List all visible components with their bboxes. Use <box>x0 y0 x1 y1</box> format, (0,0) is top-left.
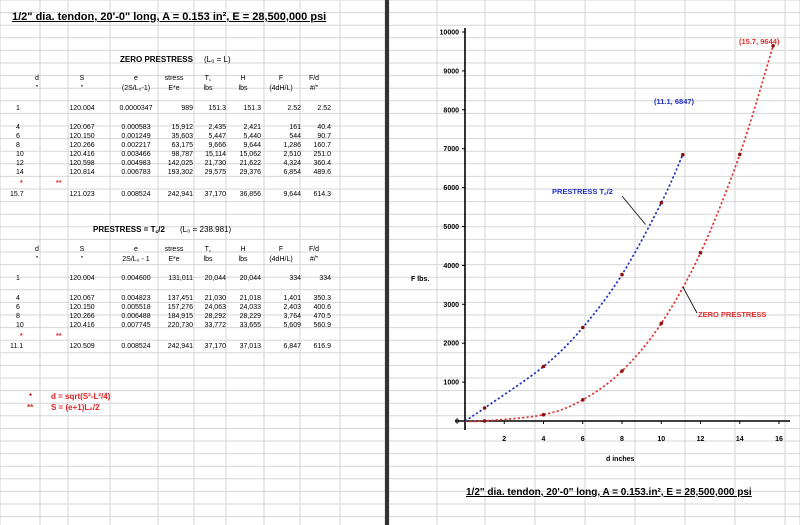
table-cell: 120.416 <box>69 151 95 158</box>
prestress-label: PRESTRESS T꜀/2 <box>552 187 613 196</box>
data-point <box>660 322 664 326</box>
data-point <box>483 406 487 410</box>
table-cell: 160.7 <box>313 142 331 149</box>
table-cell: 120.266 <box>69 313 95 320</box>
table-cell: 21,030 <box>204 295 226 302</box>
column-header: S <box>79 75 85 82</box>
table-cell: 120.416 <box>69 322 95 329</box>
table-cell: 1,401 <box>283 295 301 302</box>
table-cell: 560.9 <box>313 322 331 329</box>
column-header-unit: E*e <box>168 256 180 263</box>
column-header: e <box>134 75 138 82</box>
table-final-cell: 242,941 <box>167 343 193 350</box>
column-header: T꜀ <box>204 246 212 253</box>
force-deflection-chart <box>440 28 790 443</box>
data-point <box>581 326 585 330</box>
table-cell: 220,730 <box>167 322 193 329</box>
note-formula-1: d = sqrt(S²-L²/4) <box>51 392 111 401</box>
y-tick-label: 2000 <box>443 340 459 348</box>
table-cell: 120.598 <box>69 160 95 167</box>
y-tick-label: 9000 <box>443 68 459 76</box>
data-point <box>581 398 585 402</box>
table-cell: 20,044 <box>204 275 226 282</box>
column-header: F <box>278 246 284 253</box>
table-final-cell: 37,170 <box>204 191 226 198</box>
note-mark-2: ** <box>27 403 34 412</box>
x-tick-label: 14 <box>735 436 744 443</box>
table-cell: 334 <box>319 275 331 282</box>
table-final-cell: 616.9 <box>313 343 331 350</box>
column-header-unit: lbs <box>238 256 248 263</box>
prestress-endpoint-annotation: (11.1, 6847) <box>654 97 695 106</box>
table-cell: 2,403 <box>283 304 301 311</box>
table-cell: 334 <box>289 275 301 282</box>
y-tick-label: 10000 <box>439 29 459 37</box>
data-point <box>620 369 624 373</box>
table-cell: 400.6 <box>313 304 331 311</box>
table-cell: 989 <box>181 105 193 112</box>
column-header: d <box>35 75 39 82</box>
table-final-cell: 37,013 <box>239 343 261 350</box>
column-header-unit: #/" <box>309 256 319 263</box>
table-cell: 151.3 <box>243 105 261 112</box>
y-tick-label: 3000 <box>443 301 459 309</box>
table-cell: 360.4 <box>313 160 331 167</box>
column-header-unit: E*e <box>168 85 180 92</box>
table-final-cell: 121.023 <box>69 191 95 198</box>
prestress-heading: PRESTRESS = T꜀/2 <box>93 225 165 234</box>
table-final-cell: 11.1 <box>10 343 24 350</box>
column-header: F/d <box>308 246 320 253</box>
table-cell: 120.266 <box>69 142 95 149</box>
table-cell: 4 <box>16 124 20 131</box>
table-cell: 157,276 <box>167 304 193 311</box>
y-tick-label: 8000 <box>443 107 459 115</box>
y-tick-label: 1000 <box>443 379 459 387</box>
table-cell: 28,229 <box>239 313 261 320</box>
column-header-unit: " <box>35 256 39 263</box>
table-cell: 5,609 <box>283 322 301 329</box>
table-cell: 131,011 <box>168 275 193 282</box>
table-cell: 29,575 <box>204 169 226 176</box>
column-header: d <box>35 246 39 253</box>
table-cell: 0.000583 <box>121 124 151 131</box>
table-cell: 4,324 <box>283 160 301 167</box>
column-header: e <box>134 246 138 253</box>
table-cell: 33,655 <box>239 322 261 329</box>
table-final-cell: 120.509 <box>69 343 95 350</box>
table-cell: 0.005518 <box>121 304 151 311</box>
chart-footer-title: 1/2" dia. tendon, 20'-0" long, A = 0.153.in², E = 28,500,000 psi <box>466 487 752 498</box>
x-tick-label: 10 <box>657 436 666 443</box>
table-cell: 15,062 <box>239 151 261 158</box>
table-cell: 21,730 <box>204 160 226 167</box>
table-cell: 0.0000347 <box>119 105 153 112</box>
column-header-unit: " <box>35 85 39 92</box>
zero-prestress-label: ZERO PRESTRESS <box>698 310 767 319</box>
table-cell: 470.5 <box>313 313 331 320</box>
x-tick-label: 6 <box>580 436 585 443</box>
table-cell: 28,292 <box>204 313 226 320</box>
y-axis-label: F lbs. <box>411 276 430 283</box>
table-cell: 0.004600 <box>121 275 151 282</box>
column-header-unit: lbs <box>238 85 248 92</box>
data-point <box>542 365 546 369</box>
table-cell: 21,018 <box>239 295 261 302</box>
x-tick-label: 4 <box>541 436 546 443</box>
table-final-cell: 36,856 <box>239 191 261 198</box>
table-final-cell: 0.008524 <box>121 191 151 198</box>
table-final-cell: 614.3 <box>313 191 331 198</box>
table-cell: 161 <box>289 124 301 131</box>
y-tick-label: 5000 <box>443 224 459 231</box>
x-axis-label: d inches <box>606 456 635 463</box>
table-cell: 0.006488 <box>121 313 151 320</box>
column-header-unit: (2S/L₀-1) <box>121 85 151 92</box>
data-point <box>542 413 546 417</box>
footnote-mark: * <box>20 180 23 187</box>
table-cell: 2,510 <box>283 151 301 158</box>
table-cell: 10 <box>16 322 24 329</box>
column-header: H <box>240 75 246 82</box>
table-cell: 184,915 <box>167 313 193 320</box>
table-cell: 1 <box>16 105 20 112</box>
table-cell: 120.150 <box>69 133 95 140</box>
data-point <box>738 153 742 157</box>
column-header-unit: #/" <box>309 85 319 92</box>
table-cell: 21,622 <box>239 160 261 167</box>
table-cell: 0.006783 <box>121 169 151 176</box>
column-header: T꜀ <box>204 75 212 82</box>
column-header: stress <box>164 75 184 82</box>
table-cell: 1,286 <box>283 142 301 149</box>
table-cell: 35,603 <box>171 133 193 140</box>
table-cell: 14 <box>16 169 24 176</box>
y-tick-label: 4000 <box>443 262 459 270</box>
table-cell: 0.002217 <box>121 142 151 149</box>
x-tick-label: 16 <box>775 436 783 443</box>
data-point <box>620 273 624 277</box>
zero-prestress-heading: ZERO PRESTRESS <box>120 55 193 64</box>
table-cell: 489.6 <box>313 169 331 176</box>
table-cell: 0.007745 <box>121 322 151 329</box>
table-cell: 120.067 <box>69 295 95 302</box>
column-header-unit: lbs <box>203 256 213 263</box>
table-cell: 9,644 <box>243 142 261 149</box>
table-cell: 40.4 <box>317 124 331 131</box>
data-point <box>483 419 487 423</box>
table-cell: 12 <box>16 160 24 167</box>
x-tick-label: 12 <box>696 436 705 443</box>
table-cell: 10 <box>16 151 24 158</box>
data-point <box>660 201 664 205</box>
note-mark-1: * <box>29 392 33 401</box>
table-cell: 1 <box>16 275 20 282</box>
table-cell: 4 <box>16 295 20 302</box>
table-cell: 120.150 <box>69 304 95 311</box>
table-cell: 251.0 <box>313 151 331 158</box>
table-cell: 8 <box>16 142 20 149</box>
prestress-length-note: (L₀ = 238.981) <box>180 225 232 234</box>
table-cell: 15,912 <box>171 124 193 131</box>
table-cell: 33,772 <box>204 322 226 329</box>
table-cell: 90.7 <box>317 133 331 140</box>
data-point <box>681 153 685 157</box>
prestress-callout-line <box>622 196 646 225</box>
note-formula-2: S = (e+1)L₀/2 <box>51 403 100 412</box>
table-cell: 24,063 <box>204 304 226 311</box>
column-header-unit: (4dH/L) <box>269 256 293 263</box>
table-final-cell: 9,644 <box>283 191 301 198</box>
table-cell: 350.3 <box>313 295 331 302</box>
data-point <box>699 251 703 255</box>
table-cell: 24,033 <box>239 304 261 311</box>
table-cell: 0.003466 <box>121 151 151 158</box>
table-cell: 137,451 <box>167 295 193 302</box>
y-tick-label: 7000 <box>443 146 459 154</box>
table-cell: 193,302 <box>167 169 193 176</box>
table-final-cell: 242,941 <box>167 191 193 198</box>
column-header: H <box>240 246 246 253</box>
table-cell: 6 <box>16 304 20 311</box>
table-cell: 9,666 <box>208 142 226 149</box>
table-cell: 2.52 <box>317 105 331 112</box>
x-tick-label: 2 <box>502 436 507 443</box>
column-header-unit: " <box>80 85 84 92</box>
table-cell: 15,114 <box>205 151 226 158</box>
table-cell: 20,044 <box>239 275 261 282</box>
table-title: 1/2" dia. tendon, 20'-0" long, A = 0.153 in², E = 28,500,000 psi <box>12 11 327 23</box>
column-header-unit: (4dH/L) <box>269 85 293 92</box>
x-tick-label: 8 <box>620 436 624 443</box>
y-tick-label: 6000 <box>443 185 459 193</box>
table-cell: 0.004823 <box>121 295 151 302</box>
table-cell: 120.814 <box>69 169 95 176</box>
table-cell: 142,025 <box>167 160 193 167</box>
table-cell: 8 <box>16 313 20 320</box>
column-header: F <box>278 75 284 82</box>
table-cell: 2,435 <box>208 124 226 131</box>
table-cell: 6 <box>16 133 20 140</box>
table-cell: 5,447 <box>208 133 226 140</box>
column-header: stress <box>164 246 184 253</box>
table-cell: 2.52 <box>287 105 301 112</box>
table-cell: 6,854 <box>283 169 301 176</box>
zero-prestress-length-note: (L₀ = L) <box>204 55 231 64</box>
table-cell: 0.004983 <box>121 160 151 167</box>
column-header-unit: lbs <box>203 85 213 92</box>
footnote-mark: ** <box>56 180 62 187</box>
table-cell: 63,175 <box>171 142 193 149</box>
table-cell: 5,440 <box>243 133 261 140</box>
column-header-unit: 2S/L₀ - 1 <box>122 256 150 263</box>
table-cell: 2,421 <box>243 124 261 131</box>
y-tick-label: 0 <box>455 418 459 426</box>
pane-divider <box>385 0 389 525</box>
column-header-unit: " <box>80 256 84 263</box>
table-cell: 98,787 <box>171 151 193 158</box>
table-cell: 120.067 <box>69 124 95 131</box>
table-final-cell: 15.7 <box>10 191 24 198</box>
zero-endpoint-annotation: (15.7, 9644) <box>739 37 780 46</box>
footnote-mark: ** <box>56 333 62 340</box>
column-header: S <box>79 246 85 253</box>
table-cell: 120.004 <box>69 105 95 112</box>
table-final-cell: 37,170 <box>204 343 226 350</box>
table-cell: 3,764 <box>283 313 301 320</box>
table-cell: 544 <box>289 133 301 140</box>
column-header: F/d <box>308 75 320 82</box>
table-final-cell: 6,847 <box>283 343 301 350</box>
table-final-cell: 0.008524 <box>121 343 151 350</box>
table-cell: 0.001249 <box>121 133 151 140</box>
footnote-mark: * <box>20 333 23 340</box>
table-cell: 29,376 <box>239 169 261 176</box>
table-cell: 120.004 <box>69 275 95 282</box>
table-cell: 151.3 <box>208 105 226 112</box>
